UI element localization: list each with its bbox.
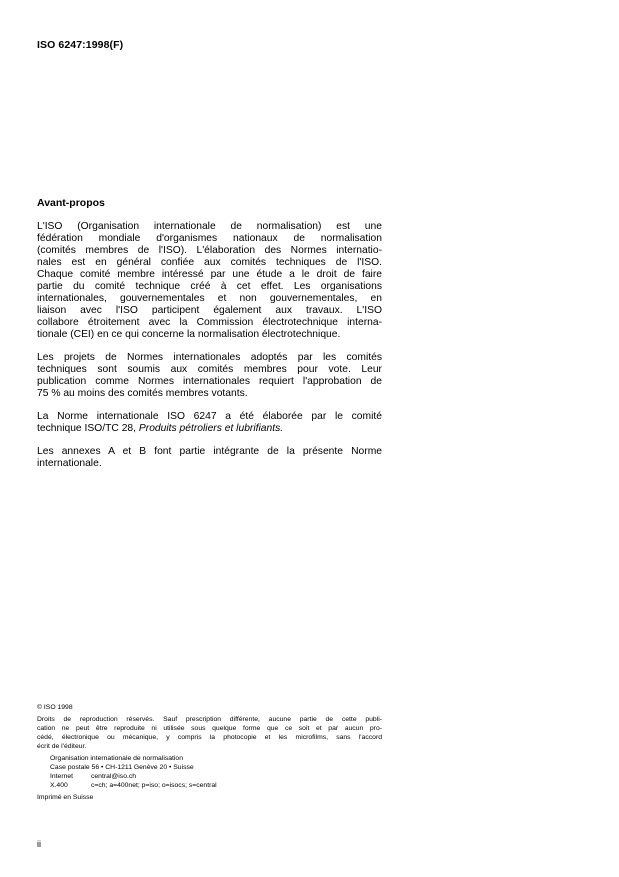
text-line: liaison avec l'ISO participent également aux travaux. L'ISO (37, 305, 382, 316)
x400-value: c=ch; a=400net; p=iso; o=isocs; s=central (91, 782, 217, 789)
text-line: écrit de l'éditeur. (37, 743, 87, 750)
internet-label: Internet (50, 773, 74, 780)
text-line: (comités membres de l'ISO). L'élaboration des Normes internatio- (37, 245, 382, 256)
text-line: internationales, gouvernementales et non gouvernementales, en (37, 293, 382, 304)
rights-statement (37, 715, 382, 751)
copyright-block (37, 703, 382, 802)
text-line: tionale (CEI) en ce qui concerne la normalisation électrotechnique. (37, 329, 341, 340)
publisher-address (37, 754, 382, 790)
address-org: Organisation internationale de normalisation (50, 755, 183, 762)
text-line: La Norme internationale ISO 6247 a été élaborée par le comité (37, 411, 382, 422)
foreword-title: Avant-propos (37, 197, 105, 209)
copyright-notice: © ISO 1998 (37, 704, 73, 711)
printed-in: Imprimé en Suisse (37, 794, 94, 801)
text-line: techniques sont soumis aux comités membres pour vote. Leur (37, 364, 382, 375)
x400-label: X.400 (50, 782, 68, 789)
text-line: fédération mondiale d'organismes nationaux de normalisation (37, 233, 382, 244)
text-line: Les projets de Normes internationales adoptés par les comités (37, 352, 382, 363)
text-line: cation ne peut être reproduite ni utilisée sous quelque forme que ce soit et par aucun pro- (37, 725, 382, 732)
committee-prefix: technique ISO/TC 28, (37, 423, 139, 434)
foreword-paragraph-3 (37, 411, 382, 435)
text-line: nales est en général confiée aux comités techniques de l'ISO. (37, 257, 382, 268)
text-line: L'ISO (Organisation internationale de normalisation) est une (37, 221, 382, 232)
text-line: internationale. (37, 458, 102, 469)
text-line: 75 % au moins des comités membres votants. (37, 388, 248, 399)
standard-reference: ISO 6247:1998(F) (37, 39, 124, 51)
address-x400 (50, 781, 382, 790)
text-line: collabore étroitement avec la Commission électrotechnique interna- (37, 317, 382, 328)
address-postal: Case postale 56 • CH-1211 Genève 20 • Suisse (50, 764, 194, 771)
page-number: ii (37, 839, 41, 849)
text-line: partie du comité technique créé à cet effet. Les organisations (37, 281, 382, 292)
text-line: Les annexes A et B font partie intégrante de la présente Norme (37, 446, 382, 457)
foreword-section (37, 197, 382, 481)
foreword-paragraph-4 (37, 446, 382, 470)
foreword-paragraph-1 (37, 221, 382, 341)
text-line: cédé, électronique ou mécanique, y compris la photocopie et les microfilms, sans l'accord (37, 734, 382, 741)
text-line: publication comme Normes internationales requiert l'approbation de (37, 376, 382, 387)
internet-value: central@iso.ch (91, 773, 137, 780)
text-line: Droits de reproduction réservés. Sauf prescription différente, aucune partie de cette publi- (37, 716, 382, 723)
committee-title: Produits pétroliers et lubrifiants. (138, 423, 284, 434)
address-internet (50, 772, 382, 781)
text-line: Chaque comité membre intéressé par une étude a le droit de faire (37, 269, 382, 280)
text-line (37, 423, 382, 435)
foreword-paragraph-2 (37, 352, 382, 400)
